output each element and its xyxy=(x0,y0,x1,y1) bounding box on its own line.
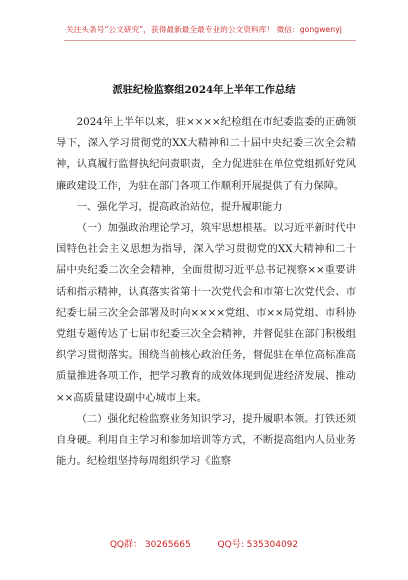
footer-contact xyxy=(0,537,408,550)
subsection-paragraph: （一）加强政治理论学习，筑牢思想根基。以习近平新时代中国特色社会主义思想为指导，深入学习贯彻党的XX大精神和二十届中央纪委二次全会精神，全面贯彻习近平总书记视察××重要讲话和指示精神，认真落实省第十一次党代会和市第七次党代会、市纪委七届三次全会部署及时向××××党组、市××局党组、市科协党组专题传达了七届市纪委三次全会精神，并督促驻在部门积极组织学习贯彻落实。围绕当前核心政治任务，督促驻在单位高标准高质量推进各项工作，把学习教育的成效体现到促进经济发展、推动××高质量建设副中心城市上来。 xyxy=(56,222,356,404)
subsection-paragraph: （二）强化纪检监察业务知识学习，提升履职本领。打铁还须自身硬。利用自主学习和参加培训等方式，不断提高组内人员业务能力。纪检组坚持每周组织学习《监察 xyxy=(56,412,356,468)
qq-number: QQ号: 535304092 xyxy=(217,540,299,550)
document-body xyxy=(56,112,356,472)
header-divider xyxy=(64,40,356,41)
header-banner: 关注头条号“公文研究”，获得最新最全最专业的公文资料库！ 微信：gongwenyj xyxy=(66,25,342,34)
document-title: 派驻纪检监察组2024年上半年工作总结 xyxy=(112,84,296,96)
section-heading: 一、强化学习，提高政治站位，提升履职能力 xyxy=(76,200,283,213)
intro-paragraph: 2024年上半年以来，驻××××纪检组在市纪委监委的正确领导下，深入学习贯彻党的XX大精神和二十届中央纪委三次全会精神，认真履行监督执纪问责职责，全力促进驻在单位党组抓好党风廉政建设工作，为驻在部门各项工作顺利开展提供了有力保障。 xyxy=(56,116,356,192)
qq-group: QQ群： 30265665 xyxy=(109,540,191,550)
